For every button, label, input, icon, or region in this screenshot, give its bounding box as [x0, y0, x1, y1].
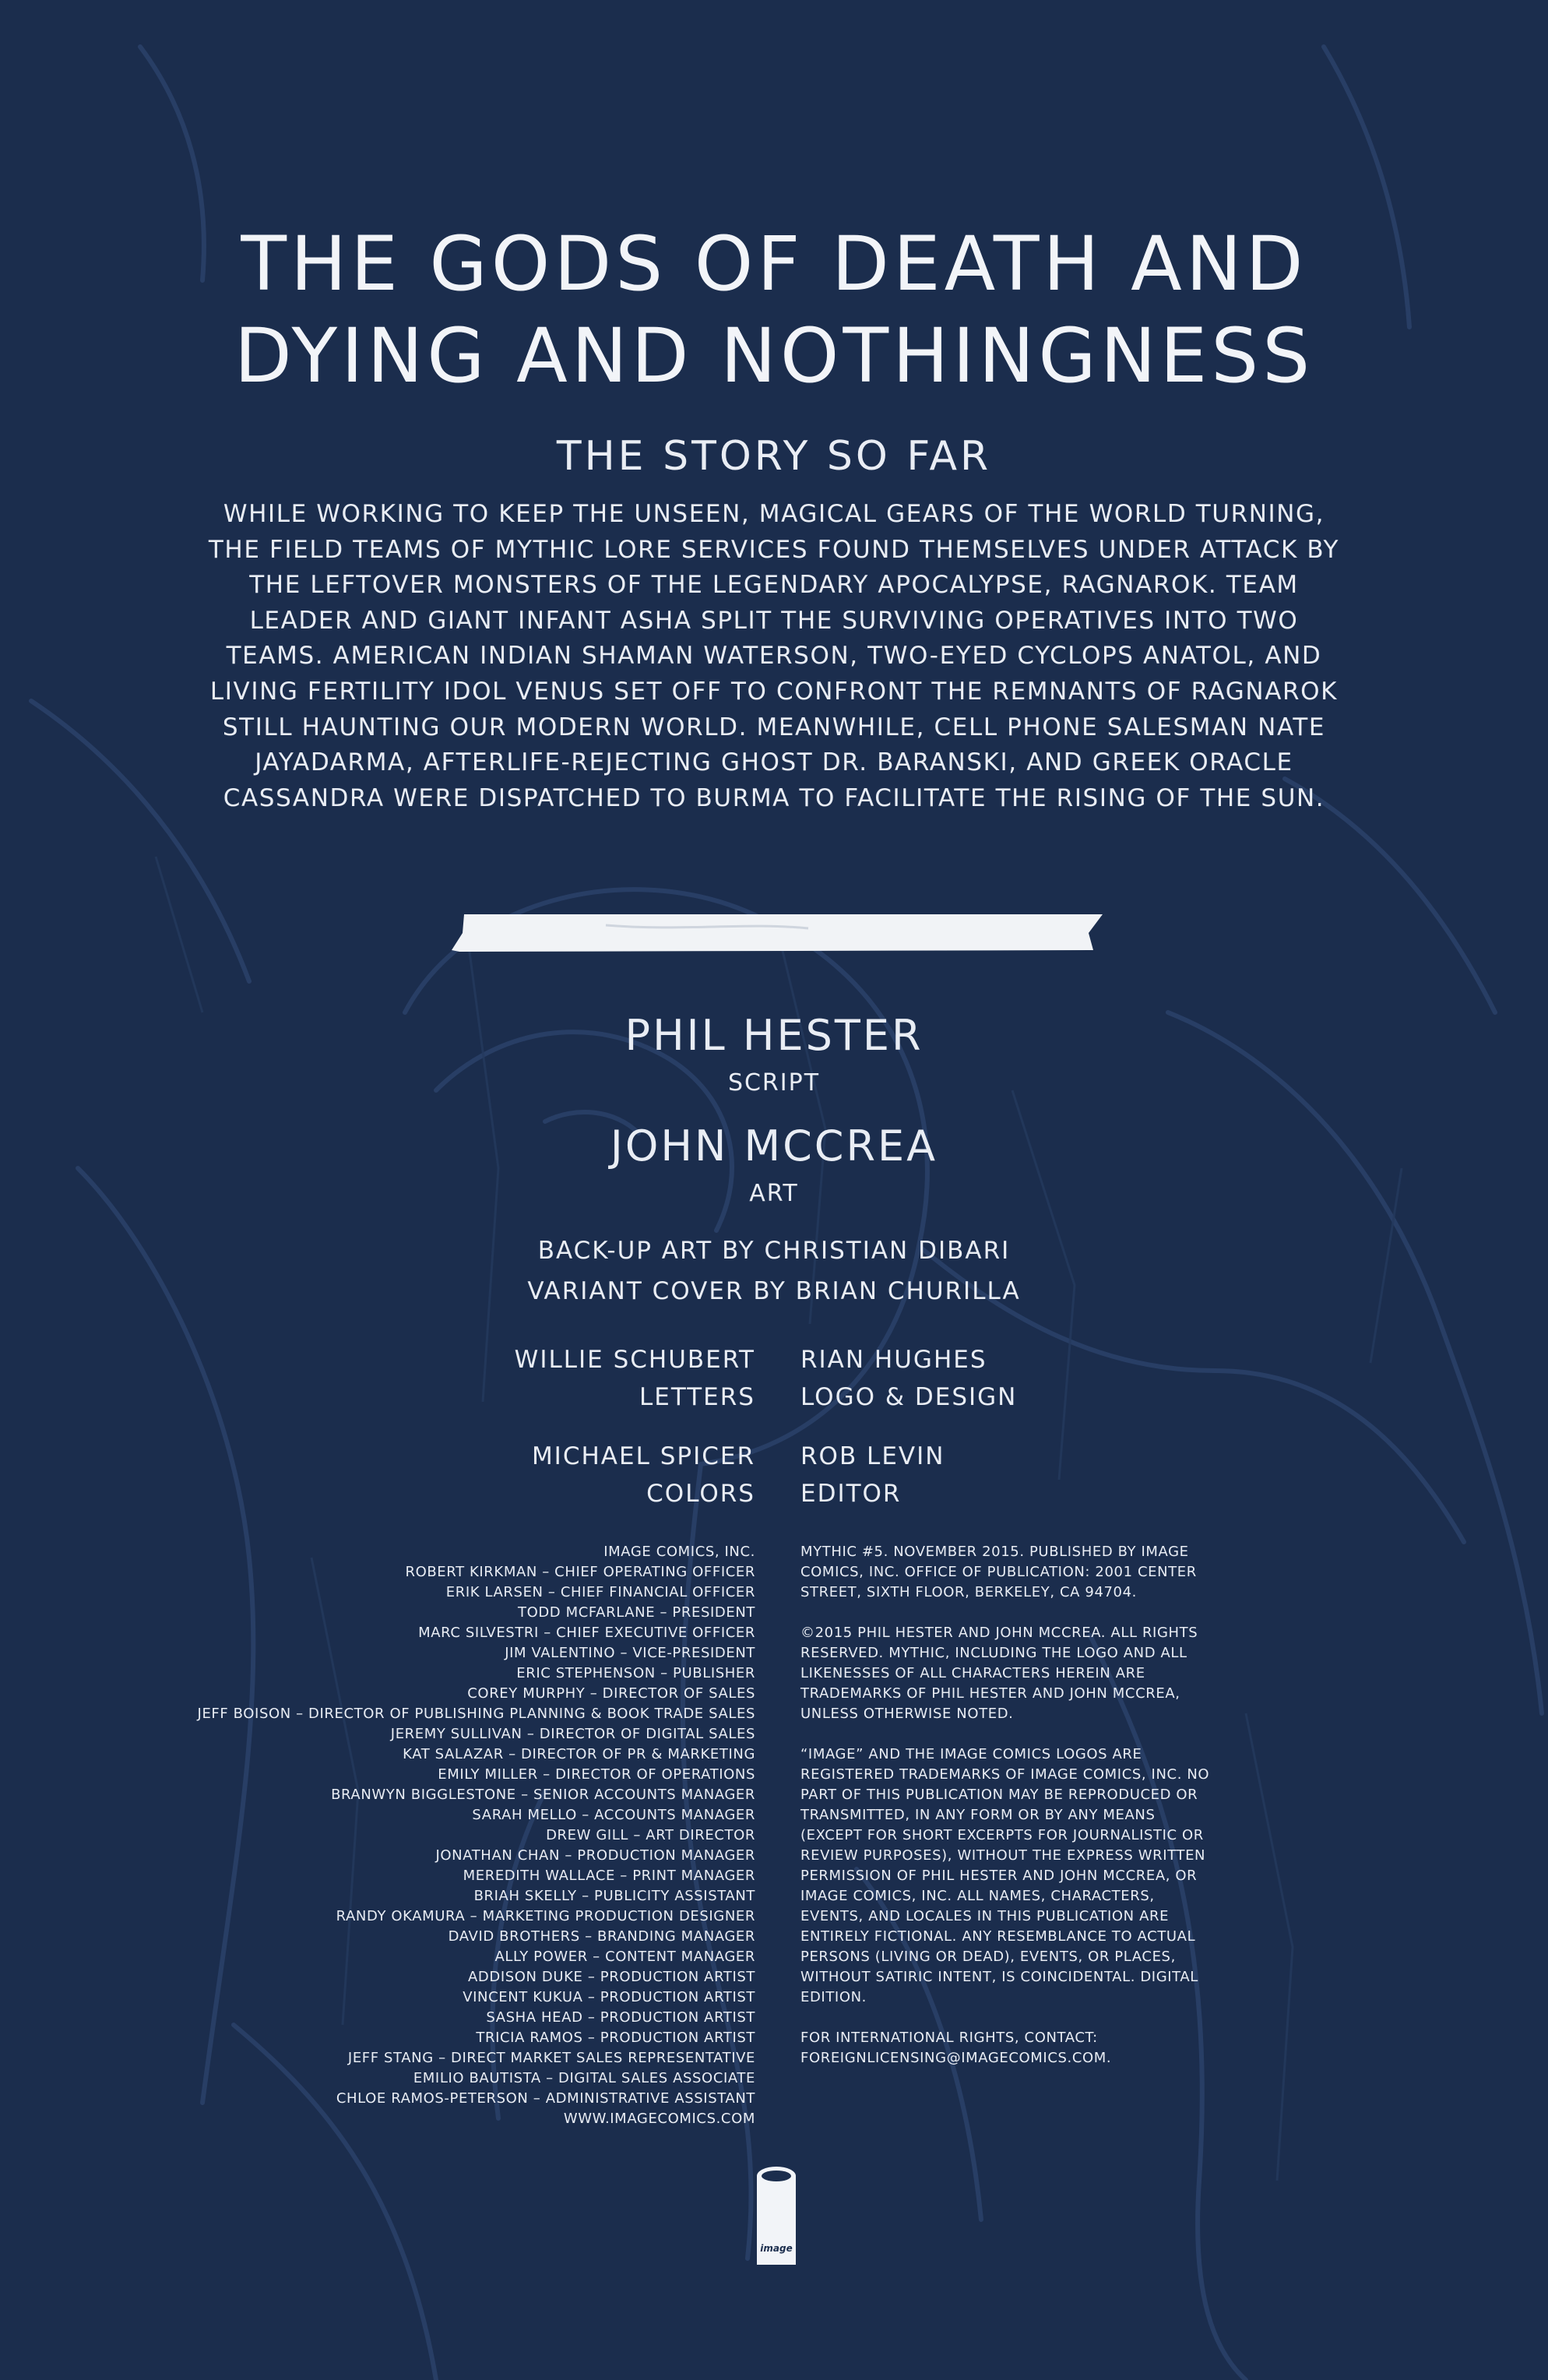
staff-list — [198, 1542, 755, 2129]
staff-line: JEFF BOISON – DIRECTOR OF PUBLISHING PLANNING & BOOK TRADE SALES — [197, 1706, 755, 1722]
staff-line: ERIC STEPHENSON – PUBLISHER — [516, 1665, 755, 1681]
editor-role: EDITOR — [800, 1480, 902, 1508]
editor-credit — [800, 1438, 945, 1512]
staff-line: CHLOE RAMOS-PETERSON – ADMINISTRATIVE ASSISTANT — [336, 2090, 755, 2107]
staff-line: ALLY POWER – CONTENT MANAGER — [494, 1949, 755, 1965]
staff-line: ERIK LARSEN – CHIEF FINANCIAL OFFICER — [445, 1584, 755, 1600]
staff-line: EMILY MILLER – DIRECTOR OF OPERATIONS — [438, 1766, 755, 1783]
legal-notice — [800, 1542, 1221, 2089]
logo-wordmark: image — [760, 2243, 793, 2254]
staff-line: SASHA HEAD – PRODUCTION ARTIST — [486, 2009, 755, 2026]
staff-line: KAT SALAZAR – DIRECTOR OF PR & MARKETING — [403, 1746, 755, 1762]
rights-contact: FOR INTERNATIONAL RIGHTS, CONTACT: FOREIGNLICENSING@IMAGECOMICS.COM. — [800, 2030, 1112, 2066]
staff-line: SARAH MELLO – ACCOUNTS MANAGER — [472, 1807, 755, 1823]
staff-line: JEREMY SULLIVAN – DIRECTOR OF DIGITAL SALES — [390, 1726, 755, 1742]
editor-name: ROB LEVIN — [800, 1442, 945, 1470]
staff-line: BRANWYN BIGGLESTONE – SENIOR ACCOUNTS MANAGER — [331, 1787, 755, 1803]
designer-role: LOGO & DESIGN — [800, 1383, 1018, 1411]
section-heading: THE STORY SO FAR — [556, 433, 992, 480]
letterer-role: LETTERS — [639, 1383, 755, 1411]
backup-art-credit: BACK-UP ART BY CHRISTIAN DIBARI — [537, 1237, 1011, 1265]
staff-line: ADDISON DUKE – PRODUCTION ARTIST — [467, 1969, 755, 1985]
colorist-name: MICHAEL SPICER — [531, 1442, 755, 1470]
staff-line: MARC SILVESTRI – CHIEF EXECUTIVE OFFICER — [418, 1625, 755, 1641]
colorist-role: COLORS — [646, 1480, 755, 1508]
brush-divider — [450, 913, 1104, 953]
letterer-name: WILLIE SCHUBERT — [514, 1346, 755, 1374]
writer-name: PHIL HESTER — [624, 1011, 924, 1060]
design-credit — [800, 1341, 1017, 1416]
staff-line: MEREDITH WALLACE – PRINT MANAGER — [463, 1868, 755, 1884]
page-title: THE GODS OF DEATH AND DYING AND NOTHINGNESS — [234, 220, 1314, 400]
variant-cover-credit: VARIANT COVER BY BRIAN CHURILLA — [527, 1277, 1021, 1305]
staff-line: TODD MCFARLANE – PRESIDENT — [517, 1604, 755, 1621]
staff-line: VINCENT KUKUA – PRODUCTION ARTIST — [463, 1989, 755, 2005]
publication-info: MYTHIC #5. NOVEMBER 2015. PUBLISHED BY IMAGE COMICS, INC. OFFICE OF PUBLICATION: 2001 CENTER STREET, SIXTH FLOOR, BERKELEY, CA 94704. — [800, 1544, 1197, 1600]
staff-line: BRIAH SKELLY – PUBLICITY ASSISTANT — [473, 1888, 755, 1904]
staff-line: ROBERT KIRKMAN – CHIEF OPERATING OFFICER — [405, 1564, 755, 1580]
staff-line: TRICIA RAMOS – PRODUCTION ARTIST — [476, 2030, 755, 2046]
story-synopsis: WHILE WORKING TO KEEP THE UNSEEN, MAGICAL GEARS OF THE WORLD TURNING, THE FIELD TEAMS OF MYTHIC LORE SERVICES FOUND THEMSELVES UNDER ATTACK BY THE LEFTOVER MONSTERS OF THE LEGENDARY APOCALYPSE, RAGNAROK. TEAM LEADER AND GIANT INFANT ASHA SPLIT THE SURVIVING OPERATIVES INTO TWO TEAMS. AMERICAN INDIAN SHAMAN WATERSON, TWO-EYED CYCLOPS ANATOL, AND LIVING FERTILITY IDOL VENUS SET OFF TO CONFRONT THE REMNANTS OF RAGNAROK STILL HAUNTING OUR MODERN WORLD. MEANWHILE, CELL PHONE SALESMAN NATE JAYADARMA, AFTERLIFE-REJECTING GHOST DR. BARANSKI, AND GREEK ORACLE CASSANDRA WERE DISPATCHED TO BURMA TO FACILITATE THE RISING OF THE SUN. — [208, 500, 1340, 812]
trademark-notice: “IMAGE” AND THE IMAGE COMICS LOGOS ARE REGISTERED TRADEMARKS OF IMAGE COMICS, INC. NO PART OF THIS PUBLICATION MAY BE REPRODUCED OR TRANSMITTED, IN ANY FORM OR BY ANY MEANS (EXCEPT FOR SHORT EXCERPTS FOR JOURNALISTIC OR REVIEW PURPOSES), WITHOUT THE EXPRESS WRITTEN PERMISSION OF PHIL HESTER AND JOHN MCCREA, OR IMAGE COMICS, INC. ALL NAMES, CHARACTERS, EVENTS, AND LOCALES IN THIS PUBLICATION ARE ENTIRELY FICTIONAL. ANY RESEMBLANCE TO ACTUAL PERSONS (LIVING OR DEAD), EVENTS, OR PLACES, WITHOUT SATIRIC INTENT, IS COINCIDENTAL. DIGITAL EDITION. — [800, 1746, 1210, 2005]
letterer-credit — [515, 1341, 755, 1416]
staff-line: RANDY OKAMURA – MARKETING PRODUCTION DESIGNER — [336, 1908, 755, 1924]
website-link[interactable]: WWW.IMAGECOMICS.COM — [563, 2111, 755, 2127]
artist-role: ART — [749, 1180, 799, 1207]
staff-line: JIM VALENTINO – VICE-PRESIDENT — [505, 1645, 755, 1661]
staff-line: JONATHAN CHAN – PRODUCTION MANAGER — [435, 1847, 755, 1864]
staff-line: EMILIO BAUTISTA – DIGITAL SALES ASSOCIATE — [413, 2070, 755, 2086]
designer-name: RIAN HUGHES — [800, 1346, 987, 1374]
artist-name: JOHN MCCREA — [610, 1121, 938, 1171]
staff-line: JEFF STANG – DIRECT MARKET SALES REPRESENTATIVE — [347, 2050, 755, 2066]
staff-line: DAVID BROTHERS – BRANDING MANAGER — [448, 1928, 755, 1945]
staff-line: IMAGE COMICS, INC. — [603, 1544, 755, 1560]
colorist-credit — [532, 1438, 755, 1512]
copyright-notice: ©2015 PHIL HESTER AND JOHN MCCREA. ALL RIGHTS RESERVED. MYTHIC, INCLUDING THE LOGO AND ALL LIKENESSES OF ALL CHARACTERS HEREIN ARE TRADEMARKS OF PHIL HESTER AND JOHN MCCREA, UNLESS OTHERWISE NOTED. — [800, 1625, 1198, 1722]
writer-role: SCRIPT — [727, 1069, 821, 1097]
staff-line: DREW GILL – ART DIRECTOR — [546, 1827, 755, 1843]
staff-line: COREY MURPHY – DIRECTOR OF SALES — [467, 1685, 755, 1702]
